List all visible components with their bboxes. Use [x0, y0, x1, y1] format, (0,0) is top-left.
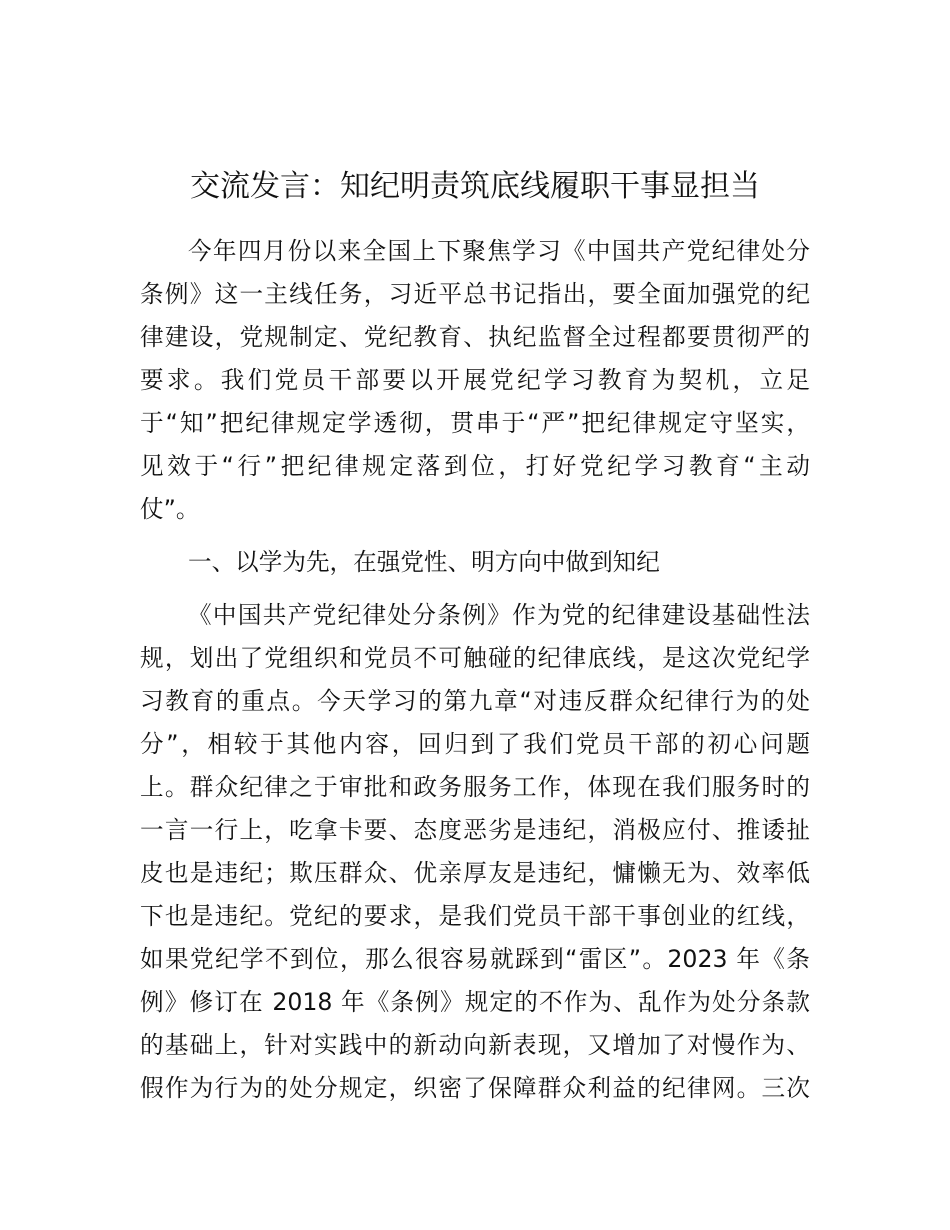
paragraph2-line-8: 下也是违纪。党纪的要求，是我们党员干部干事创业的红线，: [140, 902, 810, 930]
paragraph2-line-5: 上。群众纪律之于审批和政务服务工作，体现在我们服务时的: [140, 773, 810, 801]
paragraph1-line-2: 条例》这一主线任务，习近平总书记指出，要全面加强党的纪: [140, 280, 810, 308]
paragraph1-line-7: 仗”。: [140, 495, 200, 523]
paragraph2-line-2: 规，划出了党组织和党员不可触碰的纪律底线，是这次党纪学: [140, 644, 810, 672]
paragraph2-line-12: 假作为行为的处分规定，织密了保障群众利益的纪律网。三次: [140, 1074, 810, 1102]
paragraph2-line-9: 如果党纪学不到位，那么很容易就踩到“雷区”。2023 年《条: [140, 945, 810, 973]
paragraph1-line-6: 见效于“行”把纪律规定落到位，打好党纪学习教育“主动: [140, 452, 810, 480]
paragraph1-line-4: 要求。我们党员干部要以开展党纪学习教育为契机，立足: [140, 366, 810, 394]
section-heading-1: 一、以学为先，在强党性、明方向中做到知纪: [188, 548, 660, 576]
paragraph2-line-11: 的基础上，针对实践中的新动向新表现，又增加了对慢作为、: [140, 1031, 810, 1059]
paragraph2-line-1: 《中国共产党纪律处分条例》作为党的纪律建设基础性法: [188, 601, 810, 629]
paragraph2-line-7: 皮也是违纪；欺压群众、优亲厚友是违纪，慵懒无为、效率低: [140, 859, 810, 887]
paragraph2-line-6: 一言一行上，吃拿卡要、态度恶劣是违纪，消极应付、推诿扯: [140, 816, 810, 844]
paragraph1-line-5: 于“知”把纪律规定学透彻，贯串于“严”把纪律规定守坚实，: [140, 409, 810, 437]
paragraph2-line-3: 习教育的重点。今天学习的第九章“对违反群众纪律行为的处: [140, 687, 810, 715]
paragraph1-line-1: 今年四月份以来全国上下聚焦学习《中国共产党纪律处分: [188, 237, 810, 265]
paragraph2-line-4: 分”，相较于其他内容，回归到了我们党员干部的初心问题: [140, 730, 810, 758]
paragraph2-line-10: 例》修订在 2018 年《条例》规定的不作为、乱作为处分条款: [140, 988, 810, 1016]
paragraph1-line-3: 律建设，党规制定、党纪教育、执纪监督全过程都要贯彻严的: [140, 323, 810, 351]
document-title: 交流发言：知纪明责筑底线履职干事显担当: [190, 169, 760, 204]
